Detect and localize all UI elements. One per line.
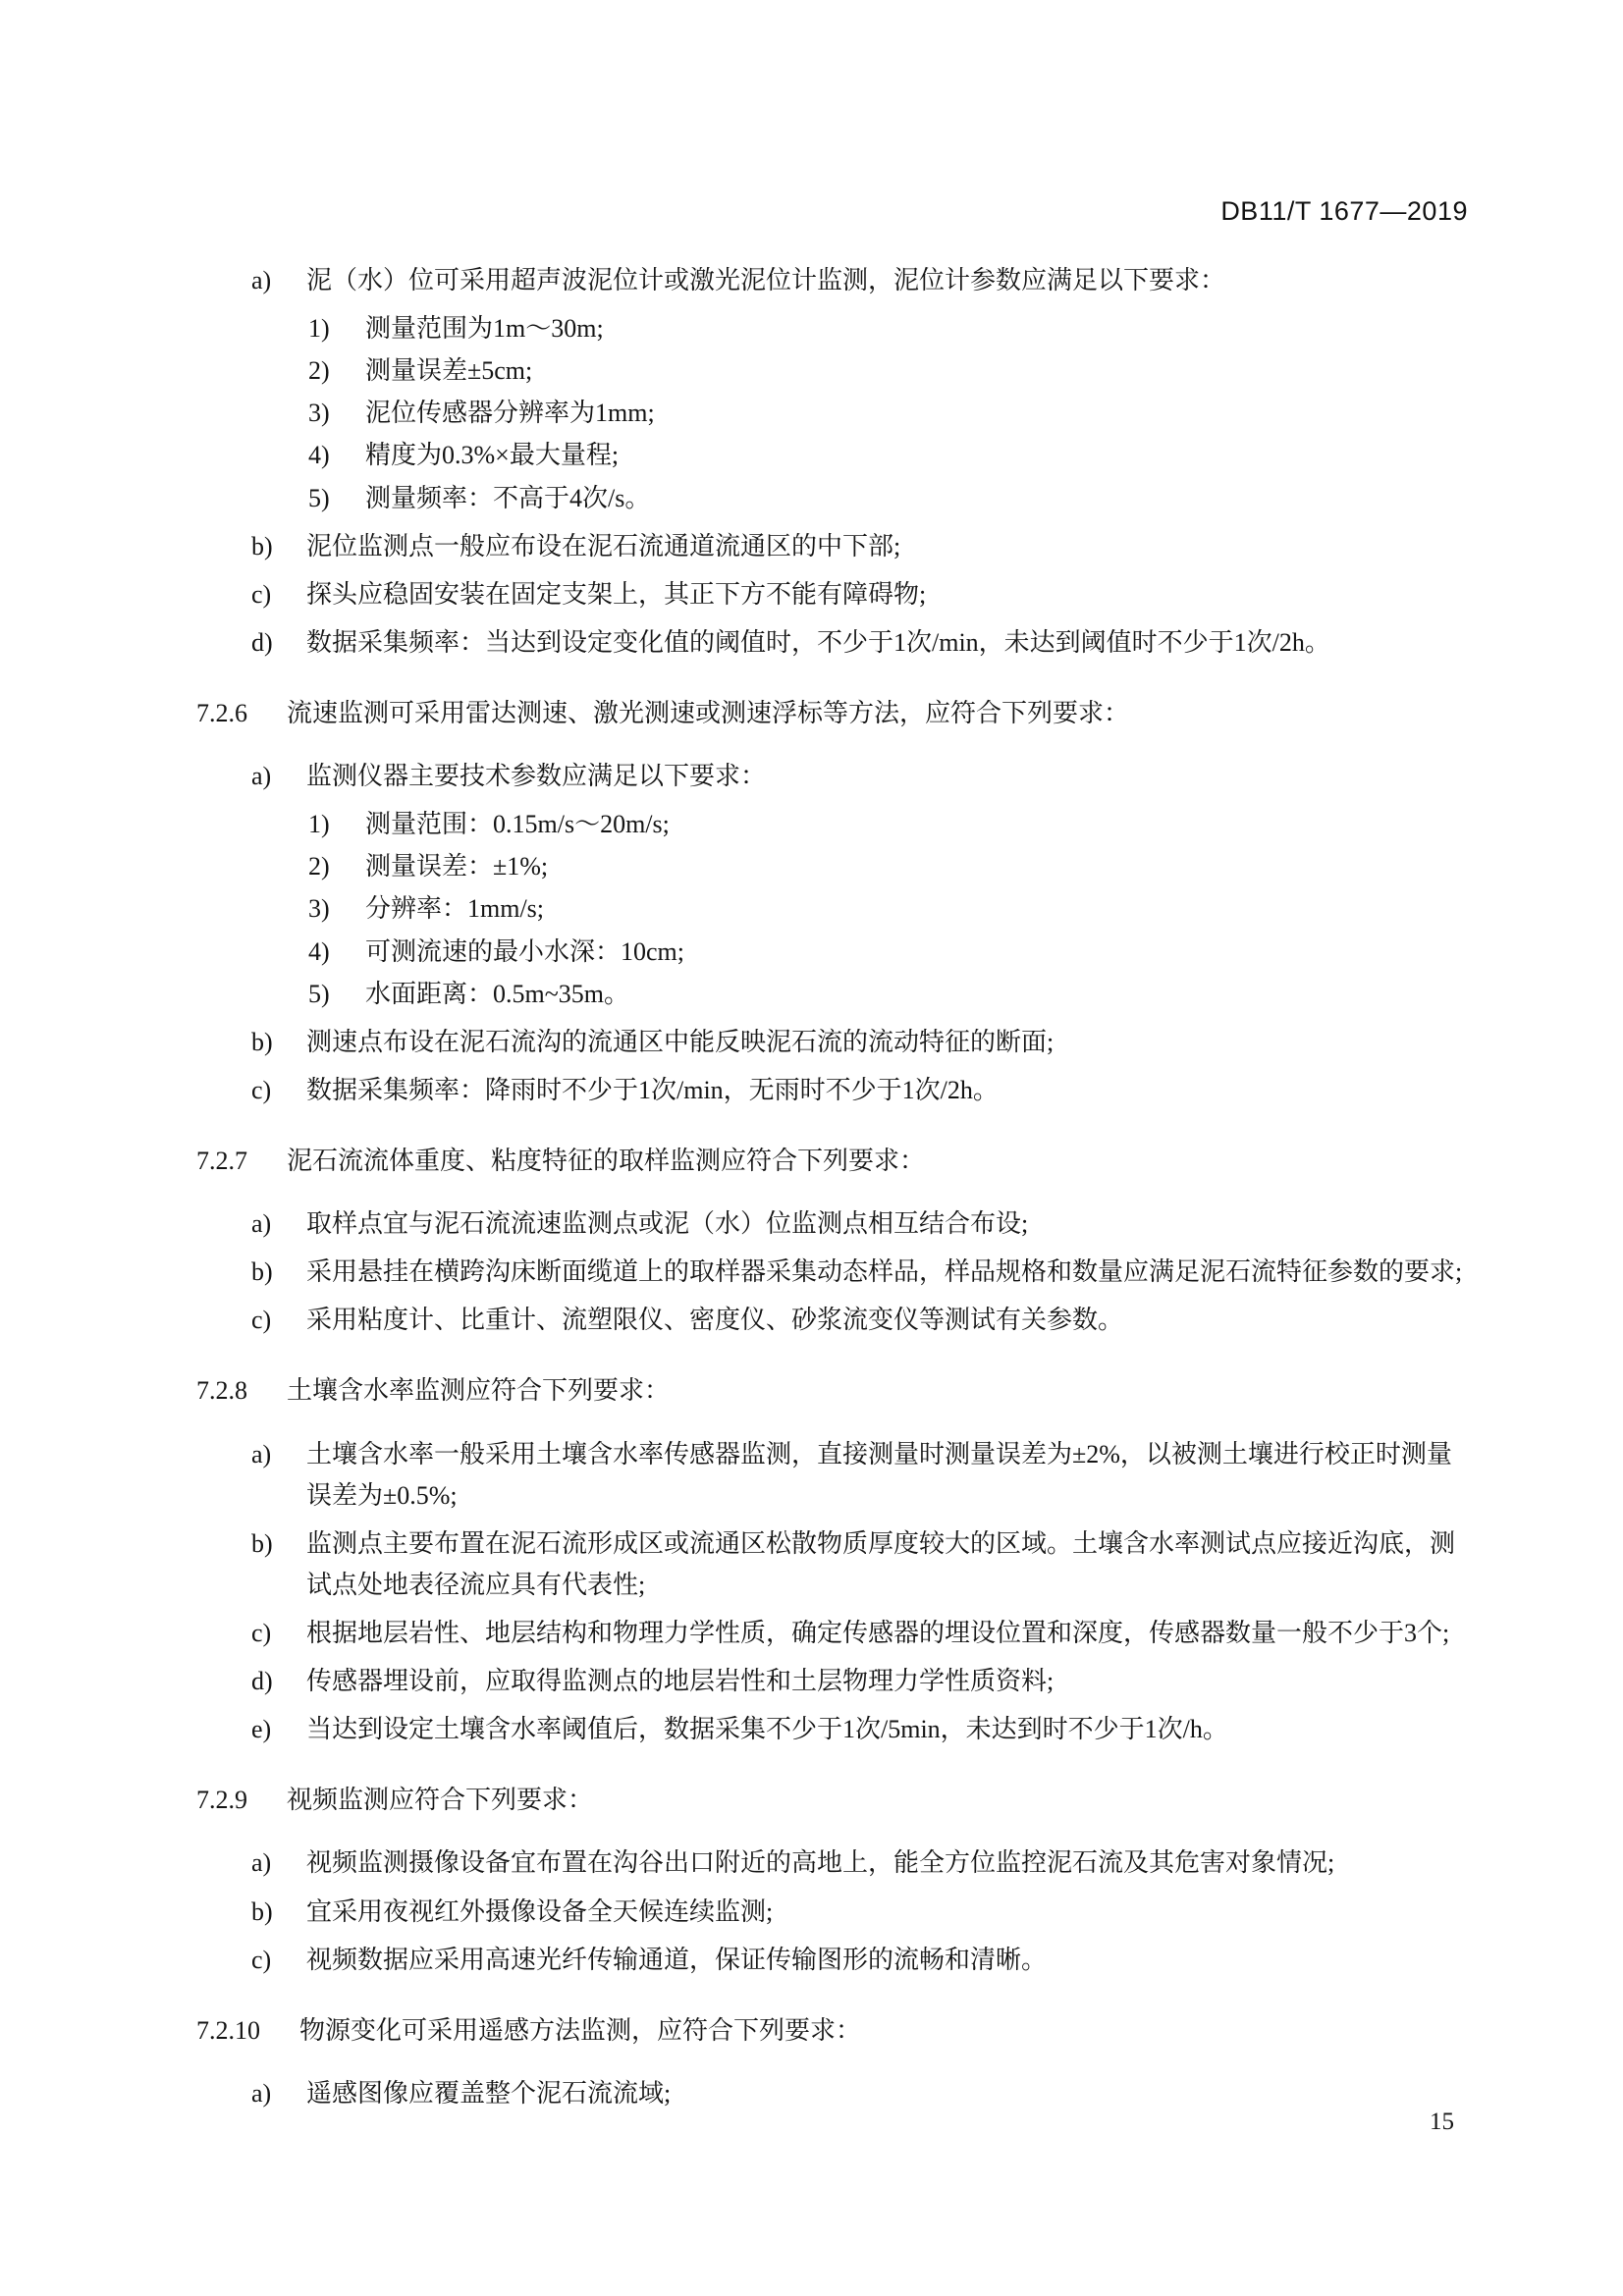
clause-label: b) bbox=[251, 1528, 273, 1558]
clause-text: 遥感图像应覆盖整个泥石流流域; bbox=[306, 2078, 672, 2108]
page-number: 15 bbox=[1430, 2109, 1454, 2135]
section-text: 土壤含水率监测应符合下列要求： bbox=[287, 1376, 671, 1406]
subclause-text: 精度为0.3%×最大量程; bbox=[365, 441, 620, 470]
clause-text: 监测点主要布置在泥石流形成区或流通区松散物质厚度较大的区域。土壤含水率测试点应接近沟底，测试点处地表径流应具有代表性; bbox=[306, 1528, 1456, 1599]
document-line bbox=[196, 393, 1468, 434]
clause-label: a) bbox=[251, 2078, 272, 2108]
document-line bbox=[196, 478, 1468, 519]
clause-text: 根据地层岩性、地层结构和物理力学性质，确定传感器的埋设位置和深度，传感器数量一般不少于3个; bbox=[306, 1618, 1450, 1647]
document-line bbox=[196, 574, 1468, 615]
subclause-label: 3) bbox=[308, 894, 330, 924]
document-line bbox=[196, 1434, 1468, 1517]
clause-text: 土壤含水率一般采用土壤含水率传感器监测，直接测量时测量误差为±2%，以被测土壤进行校正时测量误差为±0.5%; bbox=[306, 1439, 1452, 1510]
section-text: 物源变化可采用遥感方法监测，应符合下列要求： bbox=[299, 2015, 862, 2045]
clause-text: 视频监测摄像设备宜布置在沟谷出口附近的高地上，能全方位监控泥石流及其危害对象情况; bbox=[306, 1848, 1335, 1878]
clause-label: b) bbox=[251, 1257, 273, 1287]
clause-label: d) bbox=[251, 1667, 273, 1696]
clause-label: d) bbox=[251, 627, 273, 657]
subclause-label: 2) bbox=[308, 356, 330, 386]
clause-text: 测速点布设在泥石流沟的流通区中能反映泥石流的流动特征的断面; bbox=[306, 1027, 1055, 1056]
section-label: 7.2.8 bbox=[196, 1376, 247, 1406]
clause-text: 泥（水）位可采用超声波泥位计或激光泥位计监测，泥位计参数应满足以下要求： bbox=[306, 266, 1226, 294]
clause-text: 宜采用夜视红外摄像设备全天候连续监测; bbox=[306, 1896, 774, 1926]
document-line bbox=[196, 1370, 1468, 1412]
clause-text: 监测仪器主要技术参数应满足以下要求： bbox=[306, 762, 767, 791]
clause-label: c) bbox=[251, 1306, 272, 1335]
subclause-label: 4) bbox=[308, 441, 330, 470]
document-line bbox=[196, 1661, 1468, 1702]
clause-text: 数据采集频率：降雨时不少于1次/min，无雨时不少于1次/2h。 bbox=[306, 1075, 999, 1104]
clause-label: c) bbox=[251, 1945, 272, 1974]
document-line bbox=[196, 308, 1468, 349]
subclause-text: 可测流速的最小水深：10cm; bbox=[365, 936, 684, 966]
document-line bbox=[196, 1022, 1468, 1063]
document-line bbox=[196, 526, 1468, 567]
section-label: 7.2.9 bbox=[196, 1786, 247, 1815]
section-text: 泥石流流体重度、粘度特征的取样监测应符合下列要求： bbox=[287, 1146, 926, 1175]
clause-label: b) bbox=[251, 531, 273, 561]
subclause-text: 分辨率：1mm/s; bbox=[365, 894, 545, 924]
clause-label: a) bbox=[251, 1848, 272, 1878]
subclause-label: 3) bbox=[308, 399, 330, 428]
document-line bbox=[196, 1709, 1468, 1750]
document-line bbox=[196, 1252, 1468, 1293]
subclause-text: 测量误差：±1%; bbox=[365, 852, 549, 881]
clause-text: 传感器埋设前，应取得监测点的地层岩性和土层物理力学性质资料; bbox=[306, 1667, 1055, 1696]
document-line bbox=[196, 974, 1468, 1015]
subclause-text: 水面距离：0.5m~35m。 bbox=[365, 979, 630, 1008]
subclause-label: 5) bbox=[308, 979, 330, 1008]
subclause-label: 2) bbox=[308, 852, 330, 881]
clause-label: b) bbox=[251, 1896, 273, 1926]
section-text: 流速监测可采用雷达测速、激光测速或测速浮标等方法，应符合下列要求： bbox=[287, 698, 1130, 727]
document-line bbox=[196, 1070, 1468, 1111]
clause-label: a) bbox=[251, 266, 272, 294]
document-line bbox=[196, 1523, 1468, 1606]
document-line bbox=[196, 2010, 1468, 2052]
subclause-text: 测量范围为1m～30m; bbox=[365, 314, 604, 344]
document-body bbox=[196, 253, 1468, 2121]
clause-label: a) bbox=[251, 1209, 272, 1239]
document-line bbox=[196, 1780, 1468, 1821]
doc-number: DB11/T 1677—2019 bbox=[1220, 196, 1468, 226]
document-line bbox=[196, 435, 1468, 476]
section-text: 视频监测应符合下列要求： bbox=[287, 1786, 594, 1815]
section-label: 7.2.6 bbox=[196, 698, 247, 727]
clause-label: a) bbox=[251, 762, 272, 791]
document-line bbox=[196, 1300, 1468, 1341]
subclause-text: 测量频率：不高于4次/s。 bbox=[365, 483, 651, 512]
clause-text: 采用悬挂在横跨沟床断面缆道上的取样器采集动态样品，样品规格和数量应满足泥石流特征参数的要求; bbox=[306, 1257, 1463, 1287]
clause-label: c) bbox=[251, 1075, 272, 1104]
document-line bbox=[196, 804, 1468, 845]
clause-text: 泥位监测点一般应布设在泥石流通道流通区的中下部; bbox=[306, 531, 901, 561]
subclause-label: 4) bbox=[308, 936, 330, 966]
document-line bbox=[196, 350, 1468, 392]
document-line bbox=[196, 1613, 1468, 1654]
document-line bbox=[196, 1203, 1468, 1245]
subclause-text: 测量误差±5cm; bbox=[365, 356, 533, 386]
clause-label: e) bbox=[251, 1715, 272, 1744]
document-line bbox=[196, 260, 1468, 301]
document-line bbox=[196, 846, 1468, 887]
clause-label: a) bbox=[251, 1439, 272, 1468]
clause-text: 探头应稳固安装在固定支架上，其正下方不能有障碍物; bbox=[306, 579, 927, 609]
clause-label: c) bbox=[251, 579, 272, 609]
clause-label: c) bbox=[251, 1618, 272, 1647]
document-line bbox=[196, 756, 1468, 797]
subclause-text: 测量范围：0.15m/s～20m/s; bbox=[365, 810, 670, 839]
document-line bbox=[196, 622, 1468, 664]
document-line bbox=[196, 1842, 1468, 1884]
clause-text: 取样点宜与泥石流流速监测点或泥（水）位监测点相互结合布设; bbox=[306, 1209, 1029, 1239]
document-line bbox=[196, 2073, 1468, 2114]
clause-text: 采用粘度计、比重计、流塑限仪、密度仪、砂浆流变仪等测试有关参数。 bbox=[306, 1306, 1124, 1335]
document-line bbox=[196, 1141, 1468, 1182]
subclause-label: 5) bbox=[308, 483, 330, 512]
clause-text: 数据采集频率：当达到设定变化值的阈值时，不少于1次/min，未达到阈值时不少于1次/2h。 bbox=[306, 627, 1330, 657]
document-line bbox=[196, 1940, 1468, 1981]
subclause-text: 泥位传感器分辨率为1mm; bbox=[365, 399, 655, 428]
subclause-label: 1) bbox=[308, 314, 330, 344]
clause-label: b) bbox=[251, 1027, 273, 1056]
section-label: 7.2.10 bbox=[196, 2015, 260, 2045]
document-line bbox=[196, 693, 1468, 734]
clause-text: 视频数据应采用高速光纤传输通道，保证传输图形的流畅和清晰。 bbox=[306, 1945, 1048, 1974]
document-line bbox=[196, 888, 1468, 930]
document-line bbox=[196, 932, 1468, 973]
clause-text: 当达到设定土壤含水率阈值后，数据采集不少于1次/5min，未达到时不少于1次/h。 bbox=[306, 1715, 1228, 1744]
document-line bbox=[196, 1892, 1468, 1933]
subclause-label: 1) bbox=[308, 810, 330, 839]
section-label: 7.2.7 bbox=[196, 1146, 247, 1175]
